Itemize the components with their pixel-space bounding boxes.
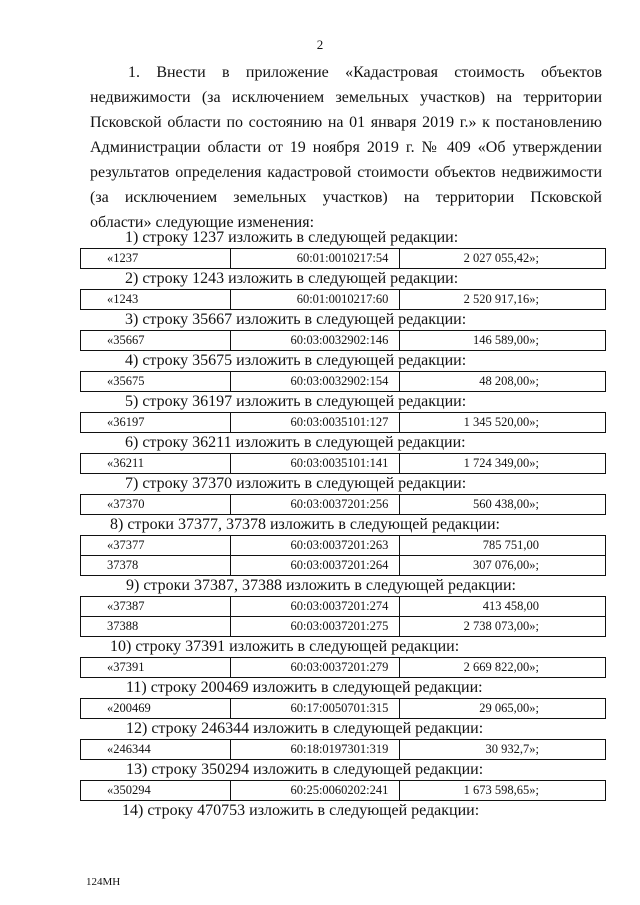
cadastral-number-cell: 60:01:0010217:54 [230, 249, 400, 269]
amendment-table [80, 657, 606, 678]
cadastral-value-cell: 2 027 055,42»; [400, 249, 606, 269]
cadastral-value-cell: 307 076,00»; [400, 556, 606, 576]
amendment-heading-text: 4) строку 35675 изложить в следующей редакции: [125, 352, 467, 369]
paragraph-line: результатов определения кадастровой стоимости объектов недвижимости [90, 164, 602, 181]
table-row [81, 556, 606, 576]
table-row [81, 740, 606, 760]
table-row [81, 658, 606, 678]
amendment-heading-text: 13) строку 350294 изложить в следующей редакции: [126, 761, 484, 778]
row-number-cell: «246344 [81, 740, 231, 760]
paragraph-line: недвижимости (за исключением земельных участков) на территории [90, 89, 602, 106]
amendment-heading-text: 3) строку 35667 изложить в следующей редакции: [125, 311, 467, 328]
table-row [81, 454, 606, 474]
amendment-heading-text: 7) строку 37370 изложить в следующей редакции: [125, 475, 467, 492]
cadastral-value-cell: 1 673 598,65»; [400, 781, 606, 801]
table-row [81, 413, 606, 433]
paragraph-line: 1. Внести в приложение «Кадастровая стоимость объектов [128, 64, 602, 81]
amendment-table [80, 698, 606, 719]
document-footer-code: 124МН [86, 876, 121, 888]
row-number-cell: «37370 [81, 495, 231, 515]
paragraph-line: (за исключением земельных участков) на территории Псковской [90, 189, 602, 206]
page-number: 2 [316, 37, 324, 52]
table-row [81, 536, 606, 556]
cadastral-value-cell: 785 751,00 [400, 536, 606, 556]
paragraph-line: области» следующие изменения: [90, 214, 315, 231]
cadastral-value-cell: 1 724 349,00»; [400, 454, 606, 474]
row-number-cell: «1243 [81, 290, 231, 310]
amendment-heading-text: 11) строку 200469 изложить в следующей редакции: [126, 679, 483, 696]
cadastral-value-cell: 29 065,00»; [400, 699, 606, 719]
row-number-cell: 37378 [81, 556, 231, 576]
table-row [81, 781, 606, 801]
row-number-cell: «35667 [81, 331, 231, 351]
table-row [81, 290, 606, 310]
row-number-cell: «200469 [81, 699, 231, 719]
row-number-cell: «35675 [81, 372, 231, 392]
cadastral-number-cell: 60:03:0037201:264 [230, 556, 400, 576]
cadastral-number-cell: 60:17:0050701:315 [230, 699, 400, 719]
row-number-cell: 37388 [81, 617, 231, 637]
row-number-cell: «37391 [81, 658, 231, 678]
cadastral-number-cell: 60:03:0037201:275 [230, 617, 400, 637]
table-row [81, 331, 606, 351]
cadastral-number-cell: 60:03:0037201:263 [230, 536, 400, 556]
cadastral-number-cell: 60:18:0197301:319 [230, 740, 400, 760]
table-row [81, 495, 606, 515]
amendment-table [80, 248, 606, 269]
row-number-cell: «37387 [81, 597, 231, 617]
amendment-table [80, 289, 606, 310]
cadastral-number-cell: 60:03:0035101:141 [230, 454, 400, 474]
amendment-heading-text: 1) строку 1237 изложить в следующей редакции: [125, 229, 459, 246]
amendment-heading-text: 5) строку 36197 изложить в следующей редакции: [125, 393, 467, 410]
amendment-table [80, 330, 606, 351]
table-row [81, 617, 606, 637]
row-number-cell: «37377 [81, 536, 231, 556]
cadastral-value-cell: 2 669 822,00»; [400, 658, 606, 678]
cadastral-number-cell: 60:03:0037201:279 [230, 658, 400, 678]
amendment-heading-text: 10) строку 37391 изложить в следующей редакции: [110, 638, 460, 655]
cadastral-number-cell: 60:03:0032902:146 [230, 331, 400, 351]
table-row [81, 699, 606, 719]
cadastral-number-cell: 60:01:0010217:60 [230, 290, 400, 310]
table-row [81, 597, 606, 617]
cadastral-number-cell: 60:03:0037201:256 [230, 495, 400, 515]
cadastral-number-cell: 60:25:0060202:241 [230, 781, 400, 801]
amendment-heading-text: 6) строку 36211 изложить в следующей редакции: [125, 434, 466, 451]
paragraph-line: Псковской области по состоянию на 01 января 2019 г.» к постановлению [90, 114, 602, 131]
amendment-heading-text: 2) строку 1243 изложить в следующей редакции: [125, 270, 459, 287]
amendment-table [80, 494, 606, 515]
cadastral-value-cell: 560 438,00»; [400, 495, 606, 515]
paragraph-line: Администрации области от 19 ноября 2019 г. № 409 «Об утверждении [90, 139, 602, 156]
cadastral-value-cell: 30 932,7»; [400, 740, 606, 760]
intro-paragraph [90, 60, 602, 235]
amendment-heading-text: 12) строку 246344 изложить в следующей редакции: [126, 720, 484, 737]
amendment-table [80, 780, 606, 801]
cadastral-number-cell: 60:03:0032902:154 [230, 372, 400, 392]
cadastral-number-cell: 60:03:0035101:127 [230, 413, 400, 433]
amendment-table [80, 412, 606, 433]
row-number-cell: «36197 [81, 413, 231, 433]
cadastral-number-cell: 60:03:0037201:274 [230, 597, 400, 617]
amendment-table [80, 596, 606, 637]
amendment-table [80, 739, 606, 760]
row-number-cell: «350294 [81, 781, 231, 801]
cadastral-value-cell: 1 345 520,00»; [400, 413, 606, 433]
cadastral-value-cell: 48 208,00»; [400, 372, 606, 392]
table-row [81, 249, 606, 269]
amendment-heading-text: 8) строки 37377, 37378 изложить в следующей редакции: [110, 516, 500, 533]
cadastral-value-cell: 2 520 917,16»; [400, 290, 606, 310]
amendment-heading-text: 9) строки 37387, 37388 изложить в следующей редакции: [126, 577, 516, 594]
cadastral-value-cell: 2 738 073,00»; [400, 617, 606, 637]
row-number-cell: «1237 [81, 249, 231, 269]
amendment-table [80, 453, 606, 474]
amendment-table [80, 371, 606, 392]
cadastral-value-cell: 413 458,00 [400, 597, 606, 617]
amendment-heading-text: 14) строку 470753 изложить в следующей редакции: [122, 802, 480, 819]
cadastral-value-cell: 146 589,00»; [400, 331, 606, 351]
amendment-table [80, 535, 606, 576]
table-row [81, 372, 606, 392]
row-number-cell: «36211 [81, 454, 231, 474]
